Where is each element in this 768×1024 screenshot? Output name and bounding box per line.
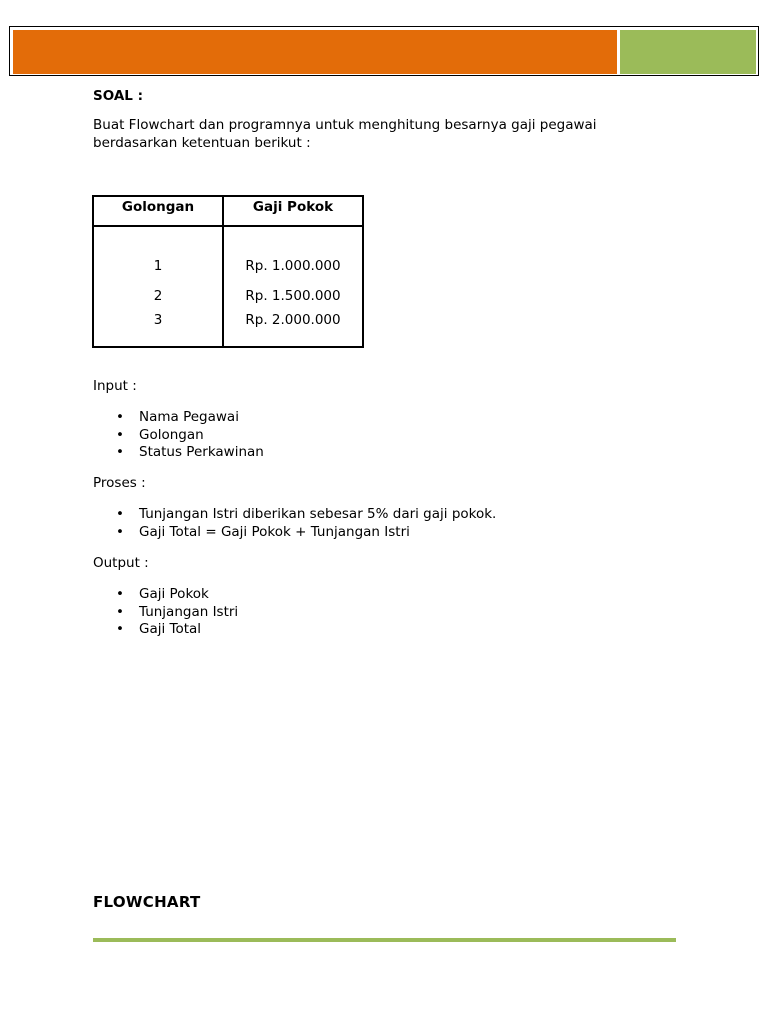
cell-golongan: 2 xyxy=(93,281,223,311)
soal-heading: SOAL : xyxy=(93,88,143,104)
list-item-text: Gaji Total xyxy=(139,621,202,637)
table-row xyxy=(93,281,363,311)
intro-line-2: berdasarkan ketentuan berikut : xyxy=(93,135,311,151)
list-item-text: Gaji Total = Gaji Pokok + Tunjangan Istri xyxy=(139,523,410,540)
intro-line-1: Buat Flowchart dan programnya untuk menghitung besarnya gaji pegawai xyxy=(93,117,597,133)
bullet-icon: • xyxy=(116,603,124,620)
input-label: Input : xyxy=(93,378,137,394)
cell-gaji-pokok: Rp. 2.000.000 xyxy=(223,311,363,347)
cell-golongan: 3 xyxy=(93,311,223,347)
list-item xyxy=(93,621,238,639)
list-item-text: Nama Pegawai xyxy=(139,409,239,425)
list-item xyxy=(93,409,264,427)
list-item-text: Tunjangan Istri diberikan sebesar 5% dari gaji pokok. xyxy=(139,506,497,522)
list-item xyxy=(93,524,496,542)
list-item xyxy=(93,586,238,604)
bullet-icon: • xyxy=(116,426,124,443)
bullet-icon: • xyxy=(116,586,124,602)
list-item-text: Status Perkawinan xyxy=(139,444,264,460)
bullet-icon: • xyxy=(116,621,124,637)
table-cell xyxy=(223,226,363,251)
flowchart-heading: FLOWCHART xyxy=(93,893,201,911)
input-list xyxy=(93,409,264,462)
output-label: Output : xyxy=(93,555,149,571)
bullet-icon: • xyxy=(116,523,124,540)
header-green-bar xyxy=(620,30,756,74)
intro-paragraph xyxy=(93,116,653,152)
list-item-text: Gaji Pokok xyxy=(139,586,209,602)
bullet-icon: • xyxy=(116,409,124,425)
table-spacer-row xyxy=(93,226,363,251)
list-item xyxy=(93,506,496,524)
table-row xyxy=(93,311,363,347)
bullet-icon: • xyxy=(116,444,124,460)
header-band xyxy=(9,26,759,76)
header-golongan: Golongan xyxy=(93,196,223,226)
list-item xyxy=(93,427,264,445)
cell-gaji-pokok: Rp. 1.500.000 xyxy=(223,281,363,311)
list-item xyxy=(93,604,238,622)
list-item-text: Golongan xyxy=(139,426,204,443)
table-cell xyxy=(93,226,223,251)
section-divider xyxy=(93,938,676,942)
proses-label: Proses : xyxy=(93,475,146,491)
cell-golongan: 1 xyxy=(93,251,223,281)
bullet-icon: • xyxy=(116,506,124,522)
table-header-row xyxy=(93,196,363,226)
header-gaji-pokok: Gaji Pokok xyxy=(223,196,363,226)
list-item xyxy=(93,444,264,462)
list-item-text: Tunjangan Istri xyxy=(139,603,239,620)
table-row xyxy=(93,251,363,281)
header-orange-bar xyxy=(13,30,617,74)
salary-table xyxy=(92,195,364,348)
output-list xyxy=(93,586,238,639)
proses-list xyxy=(93,506,496,541)
cell-gaji-pokok: Rp. 1.000.000 xyxy=(223,251,363,281)
